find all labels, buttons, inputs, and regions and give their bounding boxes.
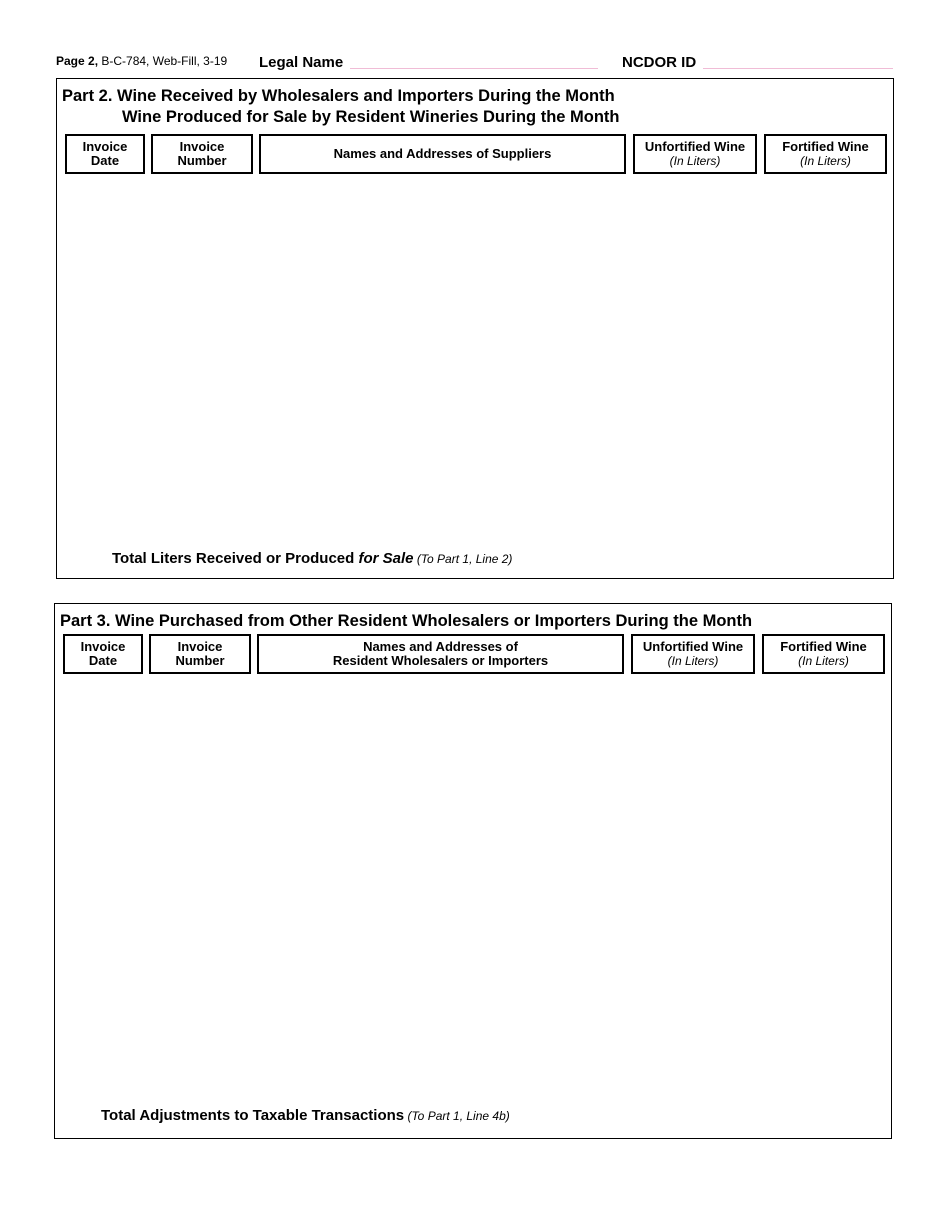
part2-col-invoice-date-l2: Date [90,153,120,168]
part2-col-invoice-number-l2: Number [177,153,227,168]
part3-total-line [101,1107,510,1124]
part2-col-unfortified-label: Unfortified Wine [644,138,746,154]
part3-col-fortified-unit: (In Liters) [798,654,849,668]
part2-col-invoice-number [151,134,253,174]
part2-col-fortified [764,134,887,174]
part2-total-emphasis: for Sale [358,550,414,567]
part3-col-names-l1: Names and Addresses of [363,638,518,654]
form-id: B-C-784, Web-Fill, 3-19 [101,54,228,68]
part2-col-names [259,134,626,174]
part2-total-line [112,550,512,567]
part3-total-label: Total Adjustments to Taxable Transactions [101,1107,405,1124]
part2-col-fortified-unit: (In Liters) [800,154,851,168]
part3-col-invoice-date-l1: Invoice [80,638,126,654]
part2-col-fortified-label: Fortified Wine [782,138,869,154]
page-number-form-id [56,54,227,68]
part3-col-names [257,634,624,674]
part3-col-fortified-label: Fortified Wine [780,638,867,654]
part2-col-unfortified-unit: (In Liters) [669,154,721,168]
part2-total-label: Total Liters Received or Produced [112,550,359,567]
part3-col-invoice-date [63,634,143,674]
part3-col-fortified [762,634,885,674]
part3-col-invoice-number [149,634,251,674]
page-label: Page 2, [56,54,99,68]
part3-entry-area[interactable] [58,680,888,1095]
part3-total-note: (To Part 1, Line 4b) [404,1109,510,1123]
part3-col-names-l2: Resident Wholesalers or Importers [332,653,549,668]
part3-col-invoice-number-l1: Invoice [177,638,223,654]
part3-col-invoice-date-l2: Date [88,653,118,668]
ncdor-id-label: NCDOR ID [622,54,697,71]
part3-col-unfortified-label: Unfortified Wine [642,638,744,654]
part2-col-invoice-date [65,134,145,174]
legal-name-field[interactable] [350,68,598,69]
part3-title: Part 3. Wine Purchased from Other Resident Wholesalers or Importers During the Month [60,612,753,630]
part2-col-unfortified [633,134,757,174]
part2-title-line2: Wine Produced for Sale by Resident Wineries During the Month [122,108,620,126]
part3-col-unfortified [631,634,755,674]
part2-entry-area[interactable] [60,180,890,540]
legal-name-label: Legal Name [259,54,344,71]
part3-col-invoice-number-l2: Number [175,653,225,668]
part2-col-invoice-date-l1: Invoice [82,138,128,154]
part2-col-invoice-number-l1: Invoice [179,138,225,154]
part3-col-unfortified-unit: (In Liters) [667,654,719,668]
part2-col-names-label: Names and Addresses of Suppliers [333,145,552,161]
part2-title-line1: Part 2. Wine Received by Wholesalers and Importers During the Month [62,87,615,105]
part2-total-note: (To Part 1, Line 2) [413,552,513,566]
ncdor-id-field[interactable] [703,68,893,69]
